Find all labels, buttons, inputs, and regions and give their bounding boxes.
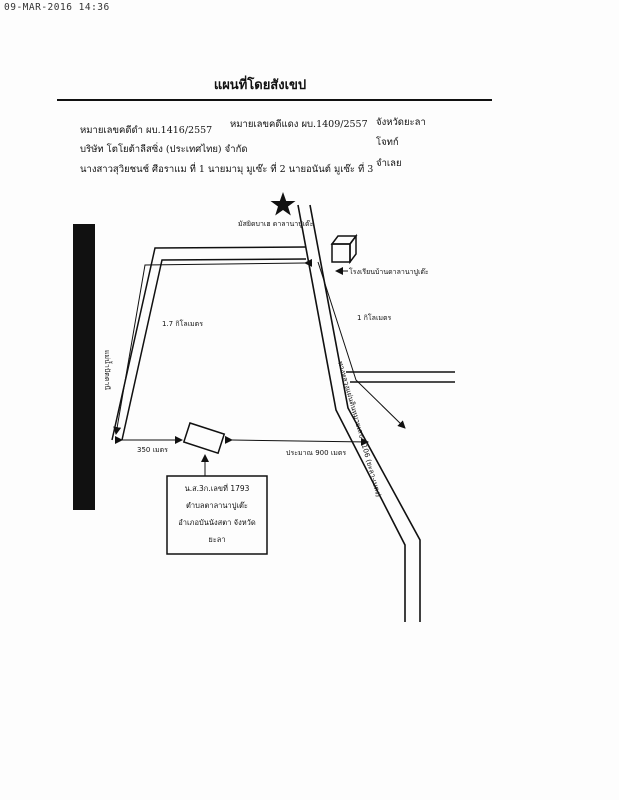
school-label: โรงเรียนบ้านดาลานาปูเต๊ะ xyxy=(349,268,429,276)
page-title: แผนที่โดยสังเขป xyxy=(213,78,307,93)
land-title-district: อำเภอบันนังสตา จังหวัด xyxy=(178,518,256,527)
land-title-province: ยะลา xyxy=(208,535,226,544)
plaintiff-role: โจทก์ xyxy=(376,137,399,148)
black-case-number: หมายเลขคดีดำ ผบ.1416/2557 xyxy=(80,125,213,136)
mosque-label: มัสยิดบาเฮ ดาลานาปูเต๊ะ xyxy=(238,220,314,228)
school-cube-icon xyxy=(332,236,356,262)
land-plot xyxy=(184,423,224,453)
scan-timestamp: 09-MAR-2016 14:36 xyxy=(4,2,110,13)
river xyxy=(73,224,95,510)
label-1-7km: 1.7 กิโลเมตร xyxy=(162,320,203,328)
label-900m: ประมาณ 900 เมตร xyxy=(286,449,347,457)
defendant-names: นางสาวสุวิยชนช์ ศีอราแม ที่ 1 นายมามุ มูเซ๊ะ ที่ 2 นายอนันต์ มูเซ๊ะ ที่ 3 xyxy=(80,164,374,175)
arrow-900m xyxy=(232,440,368,442)
river-label: แม่น้ำปัตตานี xyxy=(103,350,111,391)
mosque-star-icon xyxy=(271,192,296,216)
province: จังหวัดยะลา xyxy=(376,117,426,128)
plaintiff-name: บริษัท โตโยต้าลีสซิ่ง (ประเทศไทย) จำกัด xyxy=(80,144,248,155)
arrow-1km xyxy=(318,262,405,428)
highway-label: ทางหลวงแผ่นดินหมายเลข 4106 (ยะลา-เบตง) xyxy=(336,360,383,498)
land-title-subdistrict: ตำบลตาลานาปูเต๊ะ xyxy=(186,501,248,510)
side-road-inner xyxy=(122,259,306,440)
defendant-role: จำเลย xyxy=(376,158,402,169)
land-title-text xyxy=(167,480,267,548)
side-road-outer xyxy=(112,247,306,440)
label-350m: 350 เมตร xyxy=(137,446,168,454)
land-title-number: น.ส.3ก.เลขที่ 1793 xyxy=(184,484,250,493)
arrow-1-7km xyxy=(116,263,305,434)
red-case-number: หมายเลขคดีแดง ผบ.1409/2557 xyxy=(230,119,368,130)
label-1km: 1 กิโลเมตร xyxy=(357,314,392,322)
